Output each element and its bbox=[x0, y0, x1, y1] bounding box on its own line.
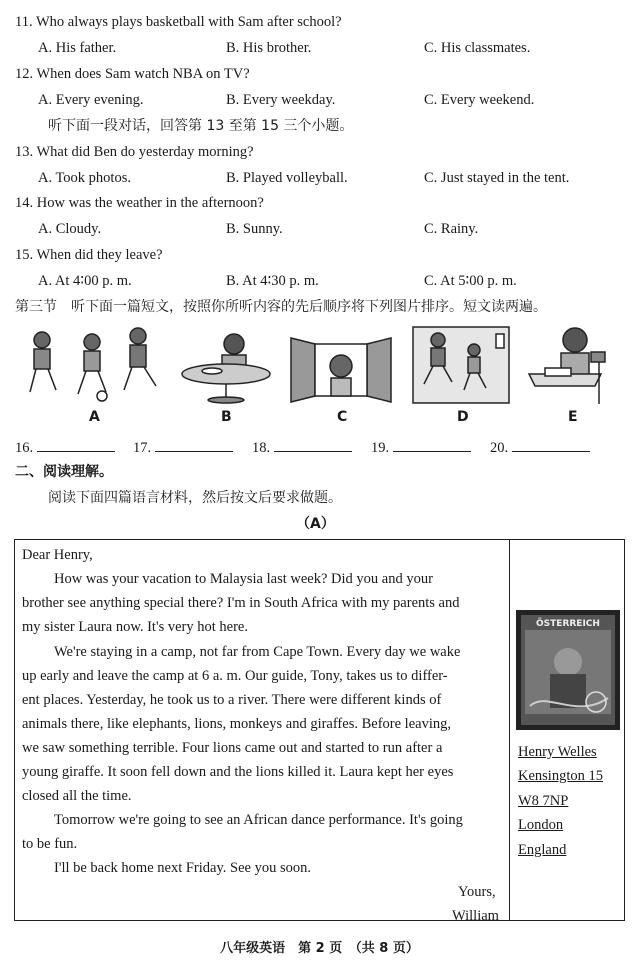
letter-signature: William bbox=[452, 908, 499, 924]
q15-option-b: B. At 4∶30 p. m. bbox=[226, 273, 319, 289]
answer-blank-20[interactable] bbox=[490, 437, 590, 457]
q13-option-a: A. Took photos. bbox=[38, 170, 131, 186]
instruction-13-15: 听下面一段对话，回答第 13 至第 15 三个小题。 bbox=[48, 118, 354, 134]
blank-number: 18. bbox=[252, 440, 271, 456]
letter-closing: Yours, bbox=[458, 884, 496, 900]
q15-option-a: A. At 4∶00 p. m. bbox=[38, 273, 132, 289]
blank-number: 16. bbox=[15, 440, 34, 456]
q11-option-c: C. His classmates. bbox=[424, 40, 531, 56]
letter-line: we saw something terrible. Four lions came out and started to run after a bbox=[22, 740, 443, 756]
q14-option-c: C. Rainy. bbox=[424, 221, 479, 237]
letter-line: to be fun. bbox=[22, 836, 78, 852]
question-13: 13. What did Ben do yesterday morning? bbox=[15, 144, 254, 160]
letter-line: ent places. Yesterday, he took us to a river. There were different kinds of bbox=[22, 692, 442, 708]
picture-label-c: C bbox=[337, 409, 348, 425]
answer-blank-18[interactable] bbox=[252, 437, 352, 457]
blank-number: 20. bbox=[490, 440, 509, 456]
q15-option-c: C. At 5∶00 p. m. bbox=[424, 273, 517, 289]
q11-option-a: A. His father. bbox=[38, 40, 117, 56]
answer-blank-16[interactable] bbox=[15, 437, 115, 457]
question-12: 12. When does Sam watch NBA on TV? bbox=[15, 66, 250, 82]
q13-option-b: B. Played volleyball. bbox=[226, 170, 348, 186]
q11-option-b: B. His brother. bbox=[226, 40, 312, 56]
picture-c-boy-at-window bbox=[289, 330, 393, 404]
letter-line: closed all the time. bbox=[22, 788, 132, 804]
postcard-divider bbox=[509, 539, 510, 921]
picture-a-soccer-boys bbox=[20, 322, 166, 404]
picture-label-b: B bbox=[221, 409, 232, 425]
q12-option-b: B. Every weekday. bbox=[226, 92, 336, 108]
q13-option-c: C. Just stayed in the tent. bbox=[424, 170, 570, 186]
passage-label: （A） bbox=[296, 516, 335, 532]
page-footer: 八年级英语 第 2 页 （共 8 页） bbox=[220, 941, 419, 956]
q12-option-c: C. Every weekend. bbox=[424, 92, 535, 108]
picture-label-d: D bbox=[457, 409, 469, 425]
question-14: 14. How was the weather in the afternoon? bbox=[15, 195, 264, 211]
letter-line: young giraffe. It soon fell down and the lions killed it. Laura kept her eyes bbox=[22, 764, 454, 780]
address-line-street: Kensington 15 bbox=[518, 768, 603, 784]
blank-number: 17. bbox=[133, 440, 152, 456]
letter-line: brother see anything special there? I'm in South Africa with my parents and bbox=[22, 595, 460, 611]
part-2-instruction: 阅读下面四篇语言材料，然后按文后要求做题。 bbox=[48, 490, 342, 506]
letter-line: animals there, like elephants, lions, monkeys and giraffes. Before leaving, bbox=[22, 716, 451, 732]
picture-e-boy-writing bbox=[525, 324, 607, 406]
address-line-city: London bbox=[518, 817, 564, 833]
letter-greeting: Dear Henry, bbox=[22, 547, 93, 563]
address-line-country: England bbox=[518, 842, 567, 858]
letter-line: I'll be back home next Friday. See you soon. bbox=[54, 860, 311, 876]
letter-line: up early and leave the camp at 6 a. m. Our guide, Tony, takes us to differ- bbox=[22, 668, 448, 684]
picture-label-e: E bbox=[568, 409, 578, 425]
part-2-title: 二、阅读理解。 bbox=[15, 464, 113, 480]
q14-option-a: A. Cloudy. bbox=[38, 221, 102, 237]
address-line-name: Henry Welles bbox=[518, 744, 597, 760]
answer-blank-19[interactable] bbox=[371, 437, 471, 457]
picture-d-boys-running bbox=[412, 326, 510, 404]
letter-line: Tomorrow we're going to see an African dance performance. It's going bbox=[54, 812, 463, 828]
blank-number: 19. bbox=[371, 440, 390, 456]
q12-option-a: A. Every evening. bbox=[38, 92, 144, 108]
letter-line: How was your vacation to Malaysia last week? Did you and your bbox=[54, 571, 433, 587]
letter-line: We're staying in a camp, not far from Cape Town. Every day we wake bbox=[54, 644, 461, 660]
picture-label-a: A bbox=[89, 409, 100, 425]
letter-line: my sister Laura now. It's very hot here. bbox=[22, 619, 248, 635]
address-line-postcode: W8 7NP bbox=[518, 793, 569, 809]
q14-option-b: B. Sunny. bbox=[226, 221, 283, 237]
question-11: 11. Who always plays basketball with Sam after school? bbox=[15, 14, 342, 30]
postage-stamp bbox=[516, 610, 620, 730]
question-15: 15. When did they leave? bbox=[15, 247, 163, 263]
answer-blank-17[interactable] bbox=[133, 437, 233, 457]
section-3-instruction: 第三节 听下面一篇短文，按照你所听内容的先后顺序将下列图片排序。短文读两遍。 bbox=[15, 299, 547, 315]
picture-b-boy-eating bbox=[178, 328, 274, 404]
stamp-text: ÖSTERREICH bbox=[536, 619, 600, 629]
